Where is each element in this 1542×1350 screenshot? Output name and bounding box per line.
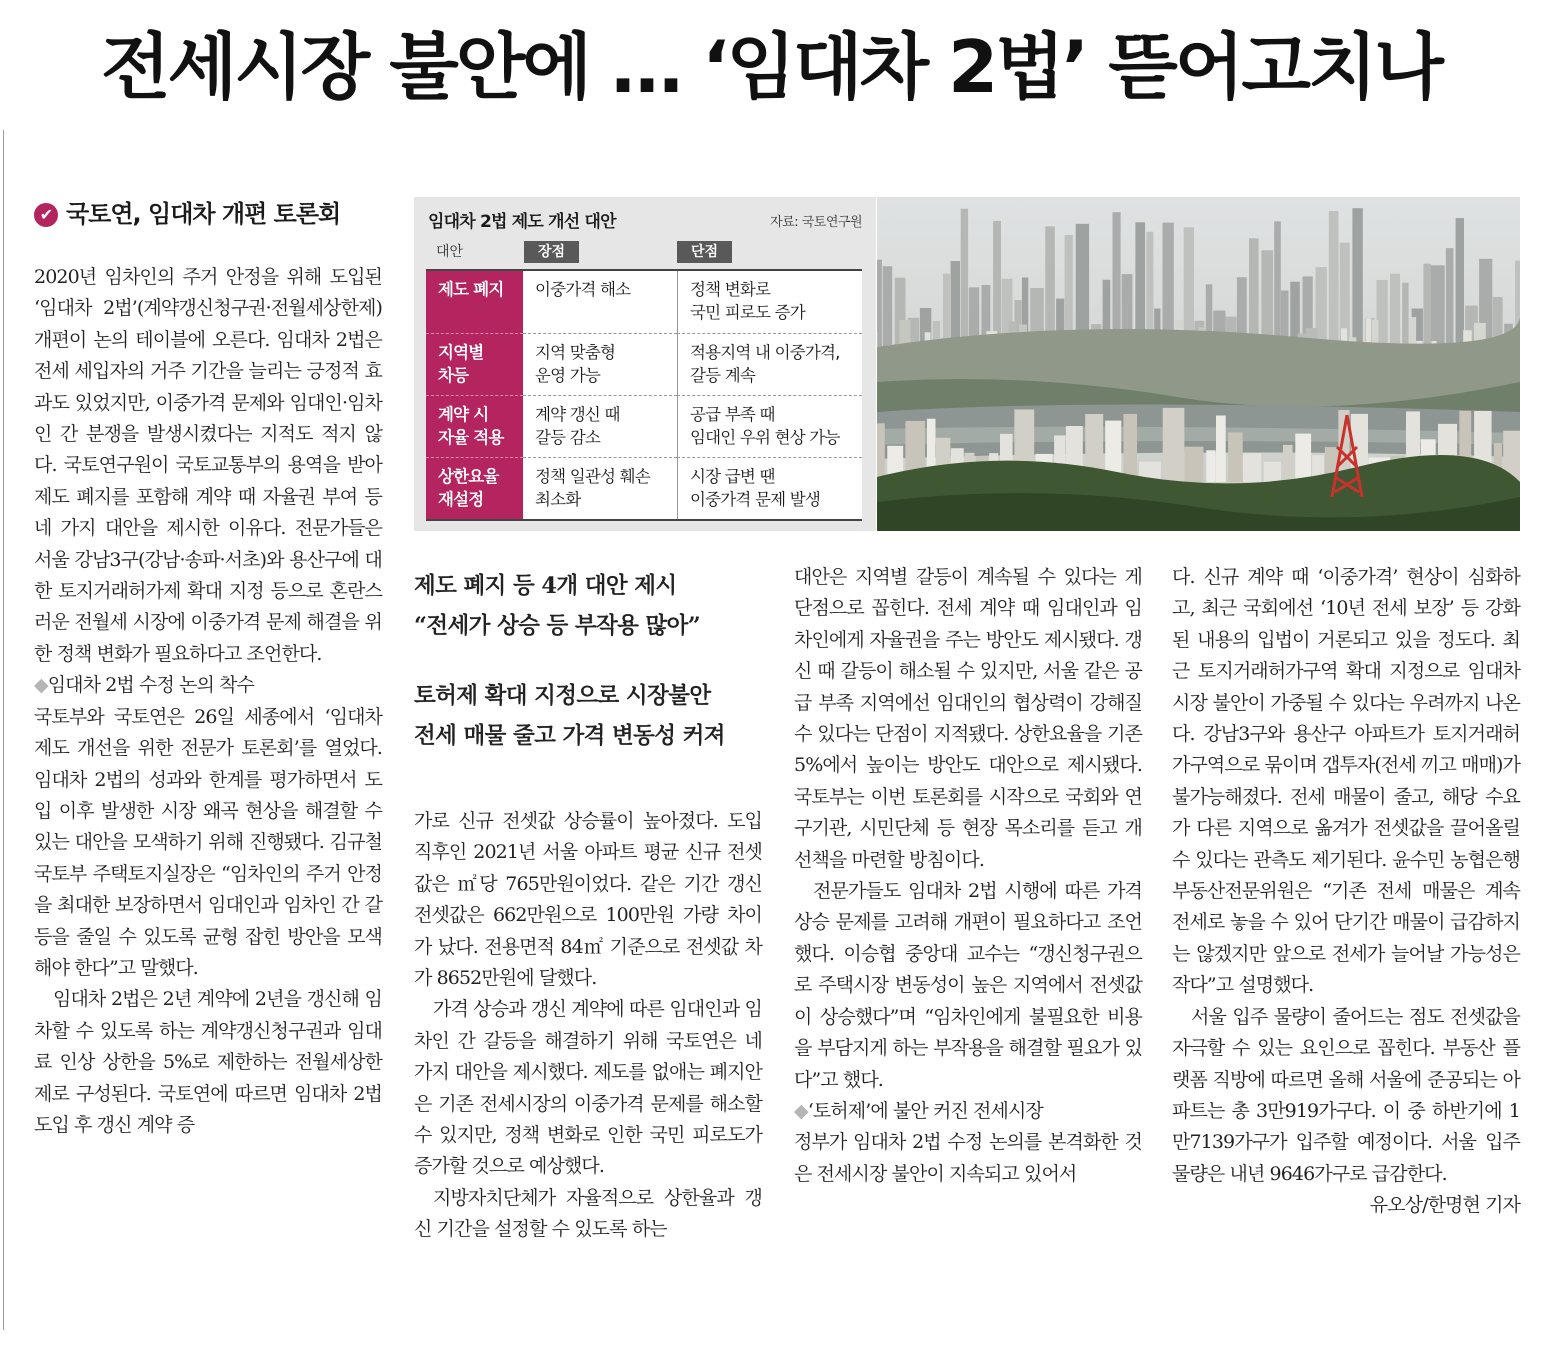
con-cell: 정책 변화로 국민 피로도 증가 xyxy=(677,271,862,333)
building-shape xyxy=(943,274,950,347)
building-shape xyxy=(1045,226,1055,347)
building-shape xyxy=(961,209,968,347)
building-shape xyxy=(1206,450,1215,482)
header-alternative: 대안 xyxy=(436,244,464,260)
paragraph: 가격 상승과 갱신 계약에 따른 임대인과 임차인 간 갈등을 해결하기 위해 국토연은 네 가지 대안을 제시했다. 제도를 없애는 폐지안은 기존 전세시장의 이중가격 문제를 해소할 수 있지만, 정책 변화로 인한 국민 피로도가 증가할 것으로 예상했다. xyxy=(414,998,762,1178)
building-shape xyxy=(951,261,960,347)
building-shape xyxy=(1402,283,1408,347)
building-shape xyxy=(1249,238,1259,347)
deck-line: 제도 폐지 등 4개 대안 제시 xyxy=(414,573,677,599)
pro-cell: 정책 일관성 훼손 최소화 xyxy=(523,457,677,519)
building-shape xyxy=(1456,218,1464,347)
subheading: ◆ 임대차 2법 수정 논의 착수 xyxy=(34,670,382,701)
building-shape xyxy=(1274,221,1281,347)
deck-line: 토허제 확대 지정으로 시장불안 xyxy=(414,683,711,709)
building-shape xyxy=(1261,250,1273,347)
con-cell: 시장 급변 땐 이중가격 문제 발생 xyxy=(677,457,862,519)
con-cell: 공급 부족 때 임대인 우위 현상 가능 xyxy=(677,395,862,457)
paragraph: 2020년 임차인의 주거 안정을 위해 도입된 ‘임대차 2법’(계약갱신청구권·전월세상한제) 개편이 논의 테이블에 오른다. 임대차 2법은 전세 세입자의 거주 기간을 늘리는 긍정적 효과도 있었지만, 이중가격 문제와 임대인·임차인 간 분쟁을 발생시켰다는 지적도 적지 않다. 국토연구원이 국토교통부의 용역을 받아 제도 폐지를 포함해 계약 때 자율권 부여 등 네 가지 대안을 제시한 이유다. 전문가들은 서울 강남3구(강남·송파·서초)와 용산구에 대한 토지거래허가제 확대 지정 등으로 혼란스러운 전월세 시장에 이중가격 문제 해결을 위한 정책 변화가 필요하다고 조언한다. xyxy=(34,266,382,665)
pro-cell: 지역 맞춤형 운영 가능 xyxy=(523,333,677,395)
seoul-cityscape-illustration xyxy=(877,197,1520,531)
building-shape xyxy=(1113,212,1121,347)
paragraph: 가로 신규 전셋값 상승률이 높아졌다. 도입 직후인 2021년 서울 아파트 평균 신규 전셋값은 ㎡당 765만원이었다. 같은 기간 갱신 전셋값은 662만원으로 100만원 가량 차이가 났다. 전용면적 84㎡ 기준으로 전셋값 차가 8652만원에 달했다. xyxy=(414,810,762,990)
article-column-4 xyxy=(1172,562,1520,1222)
building-shape xyxy=(1446,248,1454,347)
header-cons-tag: 단점 xyxy=(677,241,732,263)
paragraph: 정부가 임대차 2법 수정 논의를 본격화한 것은 전세시장 불안이 지속되고 있어서 xyxy=(794,1131,1142,1185)
article-column-1 xyxy=(34,262,382,1141)
header-cons xyxy=(677,241,732,261)
paragraph: 대안은 지역별 갈등이 계속될 수 있다는 게 단점으로 꼽힌다. 전세 계약 때 임대인과 임차인에게 자율권을 주는 방안도 제시됐다. 갱신 때 갈등이 해소될 수 있지만, 서울 같은 공급 부족 지역에선 임대인의 협상력이 강해질 수 있다는 단점이 지적됐다. 상한요율을 기존 5%에서 높이는 방안도 대안으로 제시됐다. 국토부는 이번 토론회를 시작으로 국회와 연구기관, 시민단체 등 현장 목소리를 듣고 개선책을 마련할 방침이다. xyxy=(794,566,1142,871)
city-skyline-photo xyxy=(877,197,1520,531)
header-pros xyxy=(524,241,579,261)
building-shape xyxy=(1076,224,1089,347)
table-source: 자료: 국토연구원 xyxy=(770,215,862,230)
building-shape xyxy=(1352,208,1362,347)
kicker-text: 국토연, 임대차 개편 토론회 xyxy=(66,200,341,228)
building-shape xyxy=(1185,447,1204,482)
building-shape xyxy=(877,423,885,482)
building-shape xyxy=(1216,416,1226,483)
building-shape xyxy=(1390,274,1400,347)
building-shape xyxy=(1423,264,1431,347)
building-shape xyxy=(1135,222,1145,347)
deck-line: “전세가 상승 등 부작용 많아” xyxy=(414,613,701,639)
building-shape xyxy=(1295,434,1311,482)
article-column-3 xyxy=(794,562,1142,1190)
byline: 유오상/한명현 기자 xyxy=(1369,1194,1520,1217)
building-shape xyxy=(1123,414,1137,482)
check-icon: ✔ xyxy=(34,203,58,227)
deck-summary-2 xyxy=(414,676,725,756)
comparison-table xyxy=(426,269,862,521)
paragraph: 임대차 2법은 2년 계약에 2년을 갱신해 임차할 수 있도록 하는 계약갱신청구권과 임대료 인상 상한을 5%로 제한하는 전월세상한제로 구성된다. 국토연에 따르면 임대차 2법 도입 후 갱신 계약 증 xyxy=(34,988,382,1136)
building-shape xyxy=(1163,223,1174,347)
con-cell: 적용지역 내 이중가격, 갈등 계속 xyxy=(677,333,862,395)
pro-cell: 이중가격 해소 xyxy=(535,280,631,299)
row-name-cell: 상한요율 재설정 xyxy=(426,457,523,519)
subheading: ◆ ‘토허제’에 불안 커진 전세시장 xyxy=(794,1096,1142,1127)
row-name-cell: 지역별 차등 xyxy=(426,333,523,395)
row-name-cell: 제도 폐지 xyxy=(426,271,523,333)
building-shape xyxy=(1243,453,1261,482)
kicker xyxy=(34,194,340,229)
building-shape xyxy=(1264,462,1281,482)
building-shape xyxy=(1163,408,1185,482)
building-shape xyxy=(1329,211,1339,347)
building-shape xyxy=(1283,445,1293,482)
paragraph: 지방자치단체가 자율적으로 상한율과 갱신 기간을 설정할 수 있도록 하는 xyxy=(414,1186,762,1241)
deck-line: 전세 매물 줄고 가격 변동성 커져 xyxy=(414,723,725,749)
building-shape xyxy=(1228,433,1243,483)
paragraph: 전문가들도 임대차 2법 시행에 따른 가격 상승 문제를 고려해 개편이 필요하다고 조언했다. 이승협 중앙대 교수는 “갱신청구권으로 주택시장 변동성이 높은 지역에서 전셋값이 상승했다”며 “임차인에게 불필요한 비용을 부담지게 하는 부작용을 해결할 필요가 있다”고 했다. xyxy=(794,880,1142,1091)
paragraph: 다. 신규 계약 때 ‘이중가격’ 현상이 심화하고, 최근 국회에선 ‘10년 전세 보장’ 등 강화된 내용의 입법이 거론되고 있을 정도다. 최근 토지거래허가구역 확대 지정으로 임대차 시장 불안이 가중될 수 있다는 우려까지 나온다. 강남3구와 용산구 아파트가 토지거래허가구역으로 묶이며 갭투자(전세 끼고 매매)가 불가능해졌다. 전세 매물이 줄고, 해당 수요가 다른 지역으로 옮겨가 전셋값을 끌어올릴 수 있다는 관측도 제기된다. 윤수민 농협은행 부동산전문위원은 “기존 전세 매물은 계속 전세로 놓을 수 있어 단기간 매물이 급감하지는 않겠지만 앞으로 전세가 늘어날 가능성은 작다”고 설명했다. xyxy=(1172,566,1520,997)
deck-summary-1 xyxy=(414,566,700,646)
left-margin-rule xyxy=(3,130,4,1330)
building-shape xyxy=(993,221,1001,347)
header-pros-tag: 장점 xyxy=(524,241,579,263)
building-shape xyxy=(1431,265,1445,347)
paragraph: 국토부와 국토연은 26일 세종에서 ‘임대차 제도 개선을 위한 전문가 토론회’를 열었다. 임대차 2법의 성과와 한계를 평가하면서 도입 이후 발생한 시장 왜곡 현상을 해결할 수 있는 대안을 모색하기 위해 진행됐다. 김규철 국토부 주택토지실장은 “임차인의 주거 안정을 최대한 보장하면서 임대인과 임차인 간 갈등을 줄일 수 있도록 균형 잡힌 방안을 모색해야 한다”고 말했다. xyxy=(34,705,382,979)
row-name-cell: 계약 시 자율 적용 xyxy=(426,395,523,457)
building-shape xyxy=(883,266,893,347)
article-column-2 xyxy=(414,806,762,1246)
pro-cell: 계약 갱신 때 갈등 감소 xyxy=(523,395,677,457)
comparison-table-panel xyxy=(414,197,876,531)
table-title: 임대차 2법 제도 개선 대안 xyxy=(428,212,616,232)
headline: 전세시장 불안에 … ‘임대차 2법’ 뜯어고치나 xyxy=(101,25,1441,109)
paragraph: 서울 입주 물량이 줄어드는 점도 전셋값을 자극할 수 있는 요인으로 꼽힌다. 부동산 플랫폼 직방에 따르면 올해 서울에 준공되는 아파트는 총 3만919가구다. 이 중 하반기에 1만7139가구가 입주할 예정이다. 서울 입주 물량은 내년 9646가구로 급감한다. 유오상/한명현 기자 xyxy=(1172,1002,1520,1190)
building-shape xyxy=(1184,227,1194,347)
